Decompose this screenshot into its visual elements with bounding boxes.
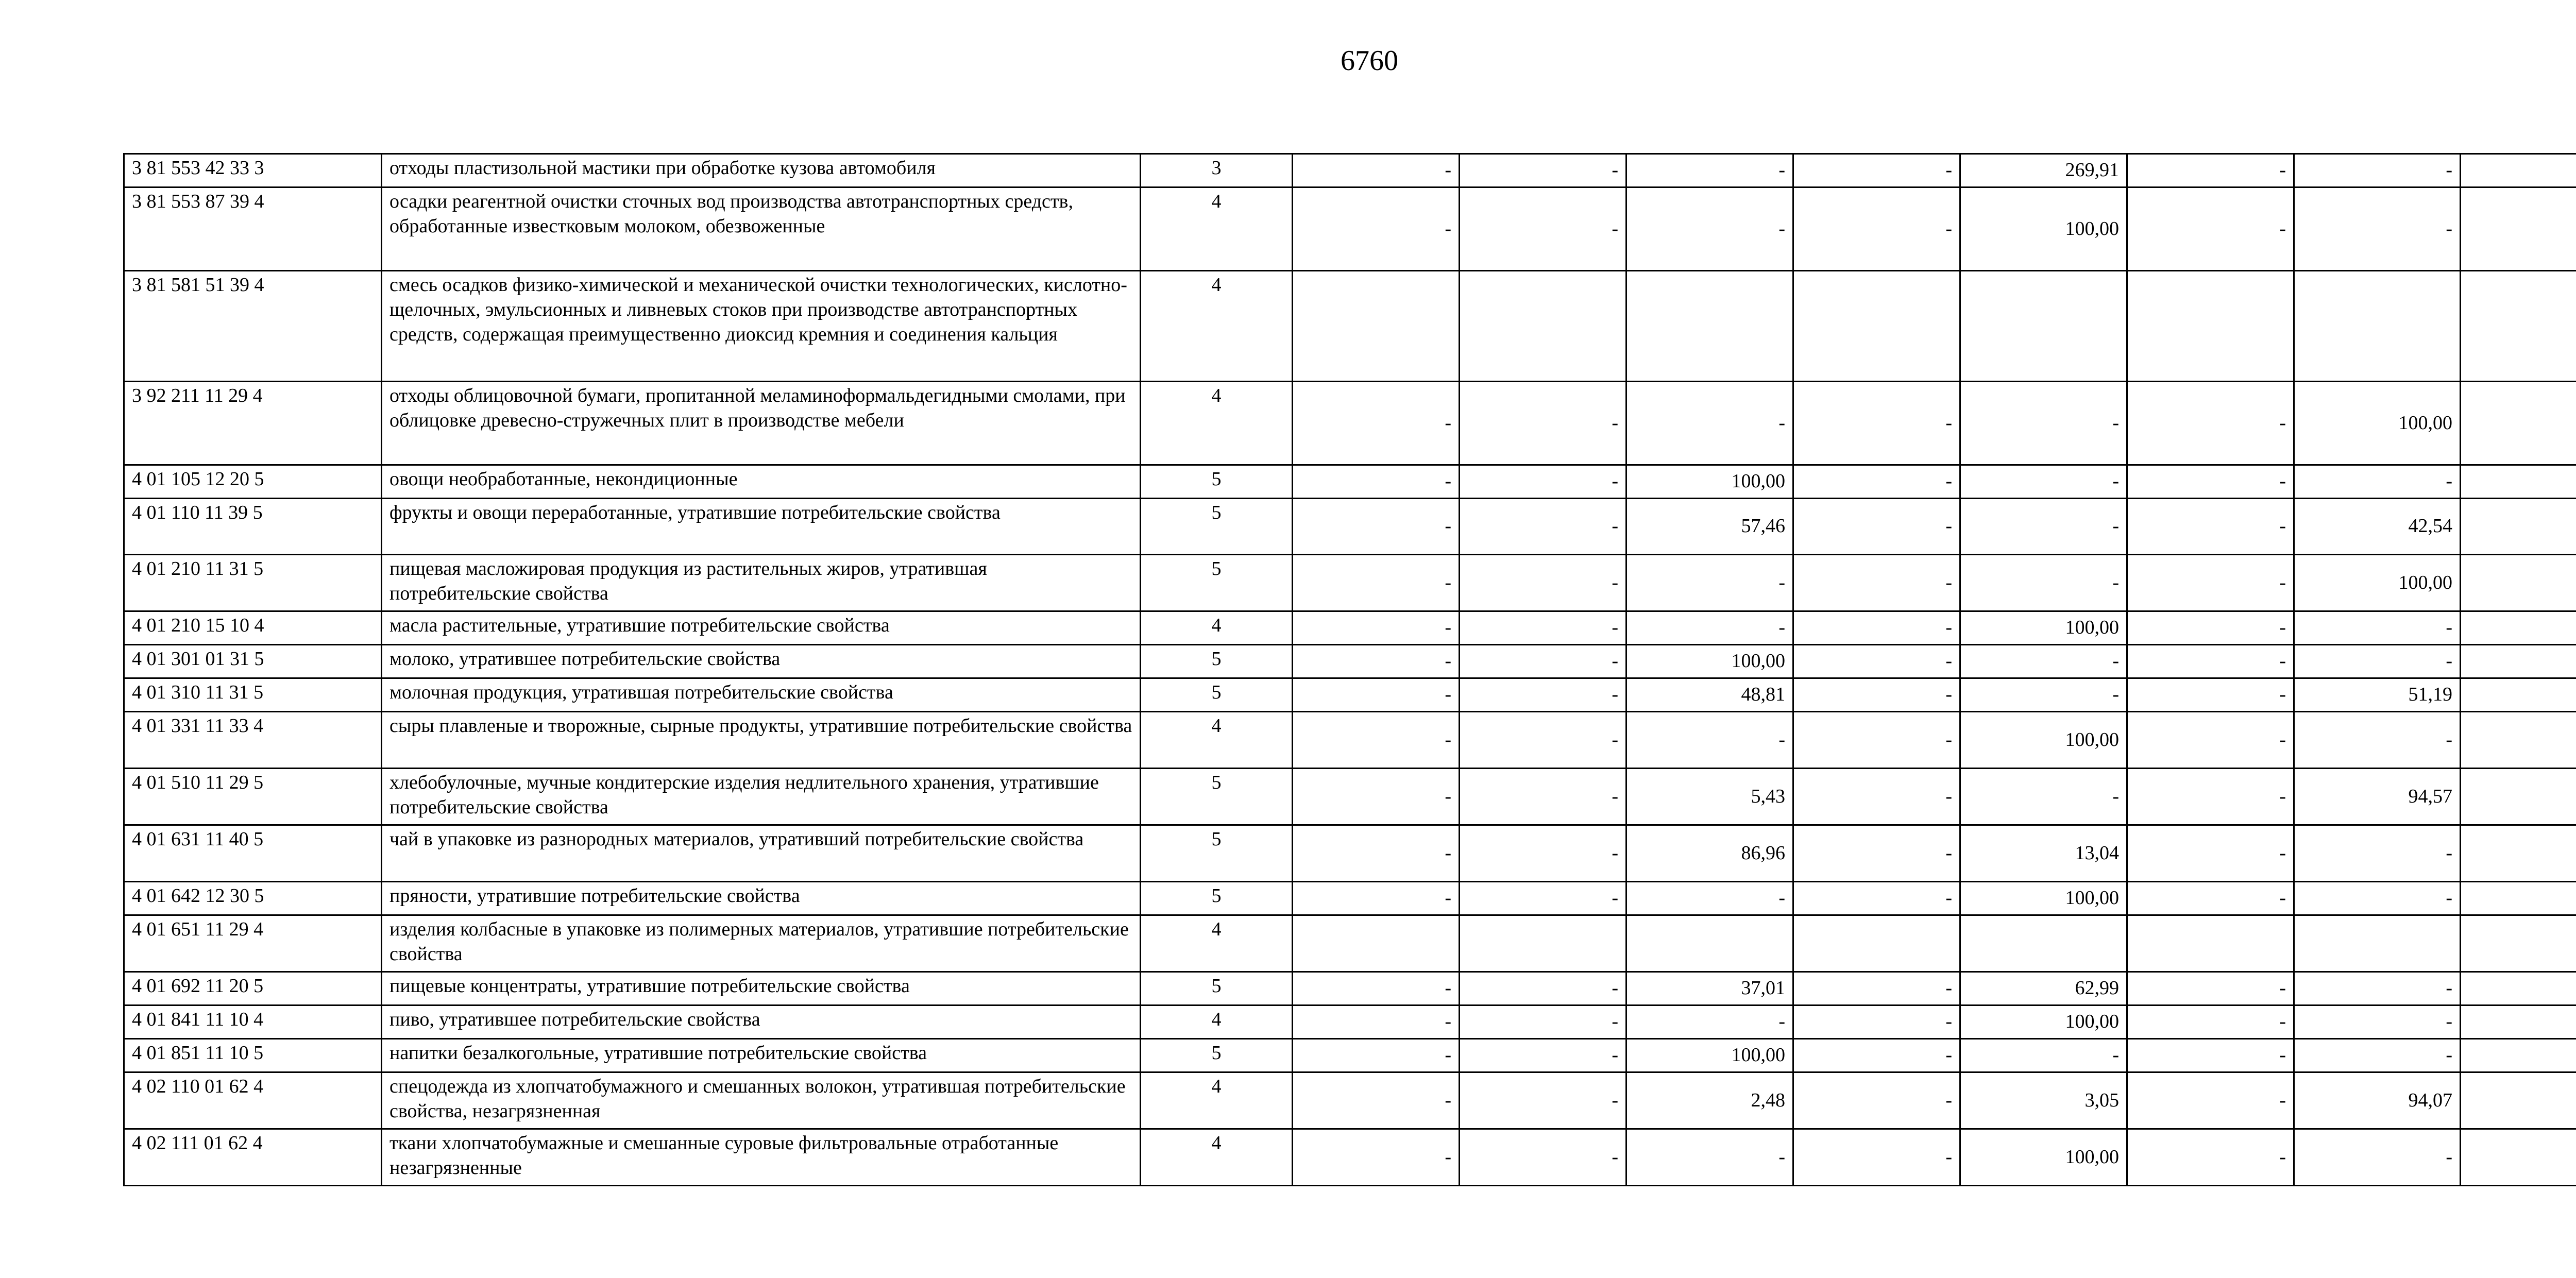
hazard-class-cell: 5 [1141, 645, 1293, 678]
value-cell: - [1460, 154, 1626, 188]
hazard-class-cell: 5 [1141, 499, 1293, 555]
value-cell: 100,00 [1960, 1006, 2127, 1039]
value-cell: 5,43 [1626, 769, 1793, 825]
value-cell: - [1793, 555, 1960, 611]
value-cell: - [1793, 188, 1960, 271]
value-cell: 13,04 [1960, 825, 2127, 882]
value-cell: - [1960, 382, 2127, 465]
table-row [124, 972, 2576, 1006]
waste-name-cell: пищевые концентраты, утратившие потребительские свойства [382, 972, 1141, 1006]
value-cell [1626, 271, 1793, 382]
value-cell [1793, 915, 1960, 972]
hazard-class-cell: 4 [1141, 611, 1293, 645]
hazard-class-cell: 4 [1141, 271, 1293, 382]
value-cell: - [2127, 1129, 2294, 1186]
value-cell: - [1960, 769, 2127, 825]
value-cell [2461, 188, 2576, 271]
hazard-class-cell: 5 [1141, 972, 1293, 1006]
value-cell: - [2294, 154, 2461, 188]
value-cell: 62,99 [1960, 972, 2127, 1006]
waste-name-cell: овощи необработанные, некондиционные [382, 465, 1141, 499]
table-row [124, 882, 2576, 915]
value-cell: - [1793, 678, 1960, 712]
value-cell: - [1460, 382, 1626, 465]
waste-table [123, 153, 2576, 1186]
value-cell: - [2294, 972, 2461, 1006]
value-cell [2461, 645, 2576, 678]
table-row [124, 154, 2576, 188]
hazard-class-cell: 3 [1141, 154, 1293, 188]
waste-name-cell: пищевая масложировая продукция из растительных жиров, утратившая потребительские свойства [382, 555, 1141, 611]
value-cell: - [1293, 645, 1460, 678]
value-cell: - [1460, 645, 1626, 678]
value-cell [2294, 915, 2461, 972]
waste-code-cell: 4 02 111 01 62 4 [124, 1129, 382, 1186]
value-cell: - [1793, 611, 1960, 645]
value-cell: 2,48 [1626, 1072, 1793, 1129]
value-cell: 42,54 [2294, 499, 2461, 555]
value-cell: - [1960, 678, 2127, 712]
value-cell: - [1793, 154, 1960, 188]
value-cell: - [1293, 712, 1460, 769]
value-cell: - [1626, 1006, 1793, 1039]
waste-name-cell: масла растительные, утратившие потребительские свойства [382, 611, 1141, 645]
value-cell: - [2127, 465, 2294, 499]
value-cell: - [2127, 382, 2294, 465]
waste-code-cell: 4 01 110 11 39 5 [124, 499, 382, 555]
value-cell: - [2127, 972, 2294, 1006]
page-number: 6760 [1341, 45, 1398, 77]
value-cell [2461, 499, 2576, 555]
hazard-class-cell: 5 [1141, 465, 1293, 499]
table-row [124, 465, 2576, 499]
value-cell: - [1293, 465, 1460, 499]
value-cell: - [1793, 645, 1960, 678]
waste-name-cell: молочная продукция, утратившая потребительские свойства [382, 678, 1141, 712]
value-cell: 100,00 [1960, 1129, 2127, 1186]
value-cell [2461, 678, 2576, 712]
value-cell [2461, 271, 2576, 382]
value-cell: - [1460, 1006, 1626, 1039]
table-row [124, 1006, 2576, 1039]
value-cell: - [1793, 465, 1960, 499]
hazard-class-cell: 4 [1141, 712, 1293, 769]
value-cell [1293, 915, 1460, 972]
waste-code-cell: 4 01 310 11 31 5 [124, 678, 382, 712]
waste-code-cell: 4 02 110 01 62 4 [124, 1072, 382, 1129]
value-cell: 86,96 [1626, 825, 1793, 882]
waste-name-cell: изделия колбасные в упаковке из полимерных материалов, утратившие потребительские свойства [382, 915, 1141, 972]
value-cell: 100,00 [2294, 555, 2461, 611]
value-cell: - [1460, 712, 1626, 769]
value-cell [2461, 555, 2576, 611]
value-cell: 57,46 [1626, 499, 1793, 555]
value-cell: - [1460, 555, 1626, 611]
waste-code-cell: 4 01 642 12 30 5 [124, 882, 382, 915]
value-cell: - [2127, 555, 2294, 611]
value-cell: - [1293, 499, 1460, 555]
value-cell: - [1626, 1129, 1793, 1186]
value-cell: - [1293, 1039, 1460, 1072]
value-cell: - [1793, 712, 1960, 769]
value-cell: 100,00 [1626, 1039, 1793, 1072]
value-cell: - [2127, 1006, 2294, 1039]
hazard-class-cell: 5 [1141, 882, 1293, 915]
waste-name-cell: осадки реагентной очистки сточных вод производства автотранспортных средств, обработанные известковым молоком, обезвоженные [382, 188, 1141, 271]
value-cell: - [2294, 645, 2461, 678]
value-cell: - [1793, 972, 1960, 1006]
value-cell: 100,00 [1626, 465, 1793, 499]
waste-code-cell: 4 01 210 11 31 5 [124, 555, 382, 611]
value-cell: - [2294, 465, 2461, 499]
hazard-class-cell: 4 [1141, 1072, 1293, 1129]
waste-name-cell: чай в упаковке из разнородных материалов, утративший потребительские свойства [382, 825, 1141, 882]
value-cell: 100,00 [1960, 188, 2127, 271]
value-cell: - [1626, 712, 1793, 769]
waste-code-cell: 4 01 631 11 40 5 [124, 825, 382, 882]
value-cell: - [1793, 825, 1960, 882]
value-cell: - [1460, 1072, 1626, 1129]
value-cell: - [2127, 825, 2294, 882]
value-cell: 37,01 [1626, 972, 1793, 1006]
value-cell [2461, 1006, 2576, 1039]
hazard-class-cell: 4 [1141, 1129, 1293, 1186]
value-cell: - [1626, 611, 1793, 645]
value-cell: - [1626, 555, 1793, 611]
value-cell: - [1293, 611, 1460, 645]
value-cell [1793, 271, 1960, 382]
value-cell: - [2294, 825, 2461, 882]
value-cell: - [2294, 1006, 2461, 1039]
value-cell: - [1793, 1006, 1960, 1039]
table-row [124, 271, 2576, 382]
value-cell: - [1793, 882, 1960, 915]
value-cell: - [1293, 1129, 1460, 1186]
table-row [124, 645, 2576, 678]
value-cell: - [1960, 555, 2127, 611]
value-cell: - [1460, 678, 1626, 712]
value-cell [2461, 972, 2576, 1006]
value-cell: - [2127, 611, 2294, 645]
value-cell [1460, 271, 1626, 382]
value-cell: - [1293, 972, 1460, 1006]
value-cell [2461, 1039, 2576, 1072]
value-cell: 48,81 [1626, 678, 1793, 712]
value-cell: - [2127, 678, 2294, 712]
table-row [124, 499, 2576, 555]
hazard-class-cell: 5 [1141, 1039, 1293, 1072]
value-cell: - [1293, 555, 1460, 611]
value-cell: - [1293, 1072, 1460, 1129]
value-cell: - [1460, 825, 1626, 882]
value-cell [1626, 915, 1793, 972]
value-cell: 269,91 [1960, 154, 2127, 188]
value-cell [2461, 882, 2576, 915]
waste-code-cell: 4 01 105 12 20 5 [124, 465, 382, 499]
value-cell: - [1293, 382, 1460, 465]
value-cell: - [1793, 1129, 1960, 1186]
hazard-class-cell: 4 [1141, 1006, 1293, 1039]
value-cell: - [2294, 188, 2461, 271]
value-cell: 100,00 [1960, 712, 2127, 769]
table-row [124, 769, 2576, 825]
waste-code-cell: 4 01 510 11 29 5 [124, 769, 382, 825]
table-row [124, 825, 2576, 882]
value-cell: - [1793, 769, 1960, 825]
value-cell: - [2294, 712, 2461, 769]
value-cell: - [1460, 1129, 1626, 1186]
value-cell: - [1626, 154, 1793, 188]
table-row [124, 555, 2576, 611]
table-row [124, 611, 2576, 645]
value-cell: - [2294, 1129, 2461, 1186]
value-cell: - [1960, 465, 2127, 499]
waste-name-cell: отходы облицовочной бумаги, пропитанной меламиноформальдегидными смолами, при облицовке древесно-стружечных плит в производстве мебели [382, 382, 1141, 465]
waste-name-cell: отходы пластизольной мастики при обработке кузова автомобиля [382, 154, 1141, 188]
value-cell: - [2127, 882, 2294, 915]
value-cell: 100,00 [1960, 882, 2127, 915]
waste-name-cell: спецодежда из хлопчатобумажного и смешанных волокон, утратившая потребительские свойства, незагрязненная [382, 1072, 1141, 1129]
waste-name-cell: напитки безалкогольные, утратившие потребительские свойства [382, 1039, 1141, 1072]
waste-code-cell: 4 01 301 01 31 5 [124, 645, 382, 678]
value-cell: 3,05 [1960, 1072, 2127, 1129]
value-cell: - [1960, 1039, 2127, 1072]
table-row [124, 382, 2576, 465]
value-cell: - [1293, 188, 1460, 271]
value-cell [2461, 769, 2576, 825]
value-cell [2461, 825, 2576, 882]
value-cell: - [1960, 645, 2127, 678]
table-row [124, 712, 2576, 769]
value-cell [2461, 1129, 2576, 1186]
waste-name-cell: фрукты и овощи переработанные, утратившие потребительские свойства [382, 499, 1141, 555]
table-row [124, 1072, 2576, 1129]
value-cell: - [1460, 499, 1626, 555]
value-cell: 94,07 [2294, 1072, 2461, 1129]
value-cell: - [2127, 712, 2294, 769]
table-row [124, 1129, 2576, 1186]
value-cell: - [1460, 188, 1626, 271]
value-cell: - [1293, 1006, 1460, 1039]
waste-code-cell: 3 81 581 51 39 4 [124, 271, 382, 382]
waste-code-cell: 4 01 331 11 33 4 [124, 712, 382, 769]
value-cell: - [2127, 154, 2294, 188]
value-cell [2461, 915, 2576, 972]
value-cell: - [1460, 882, 1626, 915]
value-cell [1293, 271, 1460, 382]
waste-name-cell: смесь осадков физико-химической и механической очистки технологических, кислотно-щелочных, эмульсионных и ливневых стоков при производстве автотранспортных средств, содержащая преимущественно диоксид кремния и соединения кальция [382, 271, 1141, 382]
value-cell: - [1626, 882, 1793, 915]
waste-name-cell: сыры плавленые и творожные, сырные продукты, утратившие потребительские свойства [382, 712, 1141, 769]
value-cell: - [2294, 882, 2461, 915]
value-cell: 51,19 [2294, 678, 2461, 712]
value-cell [2461, 611, 2576, 645]
value-cell: - [1460, 465, 1626, 499]
hazard-class-cell: 4 [1141, 915, 1293, 972]
value-cell: - [1293, 769, 1460, 825]
hazard-class-cell: 5 [1141, 678, 1293, 712]
value-cell: - [1460, 769, 1626, 825]
value-cell [2294, 271, 2461, 382]
value-cell: - [2127, 1072, 2294, 1129]
value-cell: - [1626, 382, 1793, 465]
table-row [124, 678, 2576, 712]
value-cell [2461, 154, 2576, 188]
value-cell: - [1460, 611, 1626, 645]
waste-name-cell: ткани хлопчатобумажные и смешанные суровые фильтровальные отработанные незагрязненные [382, 1129, 1141, 1186]
value-cell: - [1793, 1039, 1960, 1072]
table-row [124, 1039, 2576, 1072]
value-cell: - [1293, 882, 1460, 915]
value-cell [2461, 465, 2576, 499]
value-cell [1460, 915, 1626, 972]
waste-code-cell: 4 01 692 11 20 5 [124, 972, 382, 1006]
hazard-class-cell: 5 [1141, 825, 1293, 882]
value-cell: - [1460, 972, 1626, 1006]
value-cell: - [1293, 678, 1460, 712]
value-cell: 100,00 [1960, 611, 2127, 645]
value-cell: - [1793, 499, 1960, 555]
waste-code-cell: 3 92 211 11 29 4 [124, 382, 382, 465]
waste-code-cell: 4 01 210 15 10 4 [124, 611, 382, 645]
hazard-class-cell: 5 [1141, 555, 1293, 611]
value-cell [2461, 1072, 2576, 1129]
waste-name-cell: пряности, утратившие потребительские свойства [382, 882, 1141, 915]
value-cell: - [2127, 188, 2294, 271]
value-cell [1960, 915, 2127, 972]
waste-code-cell: 4 01 651 11 29 4 [124, 915, 382, 972]
table-row [124, 915, 2576, 972]
waste-code-cell: 4 01 841 11 10 4 [124, 1006, 382, 1039]
value-cell: - [2127, 645, 2294, 678]
waste-code-cell: 4 01 851 11 10 5 [124, 1039, 382, 1072]
value-cell [1960, 271, 2127, 382]
hazard-class-cell: 5 [1141, 769, 1293, 825]
value-cell [2127, 915, 2294, 972]
value-cell: - [1793, 1072, 1960, 1129]
value-cell [2461, 712, 2576, 769]
hazard-class-cell: 4 [1141, 188, 1293, 271]
table-body [124, 154, 2576, 1186]
value-cell: 100,00 [2294, 382, 2461, 465]
value-cell: - [1960, 499, 2127, 555]
waste-code-cell: 3 81 553 42 33 3 [124, 154, 382, 188]
value-cell: - [2127, 499, 2294, 555]
value-cell: - [1793, 382, 1960, 465]
value-cell: - [1626, 188, 1793, 271]
hazard-class-cell: 4 [1141, 382, 1293, 465]
value-cell: - [2294, 1039, 2461, 1072]
value-cell [2127, 271, 2294, 382]
table-row [124, 188, 2576, 271]
value-cell: - [2127, 769, 2294, 825]
value-cell [2461, 382, 2576, 465]
waste-name-cell: пиво, утратившее потребительские свойства [382, 1006, 1141, 1039]
value-cell: - [2294, 611, 2461, 645]
value-cell: - [1293, 825, 1460, 882]
value-cell: - [1460, 1039, 1626, 1072]
waste-name-cell: молоко, утратившее потребительские свойства [382, 645, 1141, 678]
value-cell: 100,00 [1626, 645, 1793, 678]
value-cell: - [2127, 1039, 2294, 1072]
value-cell: - [1293, 154, 1460, 188]
waste-name-cell: хлебобулочные, мучные кондитерские изделия недлительного хранения, утратившие потребительские свойства [382, 769, 1141, 825]
value-cell: 94,57 [2294, 769, 2461, 825]
waste-code-cell: 3 81 553 87 39 4 [124, 188, 382, 271]
